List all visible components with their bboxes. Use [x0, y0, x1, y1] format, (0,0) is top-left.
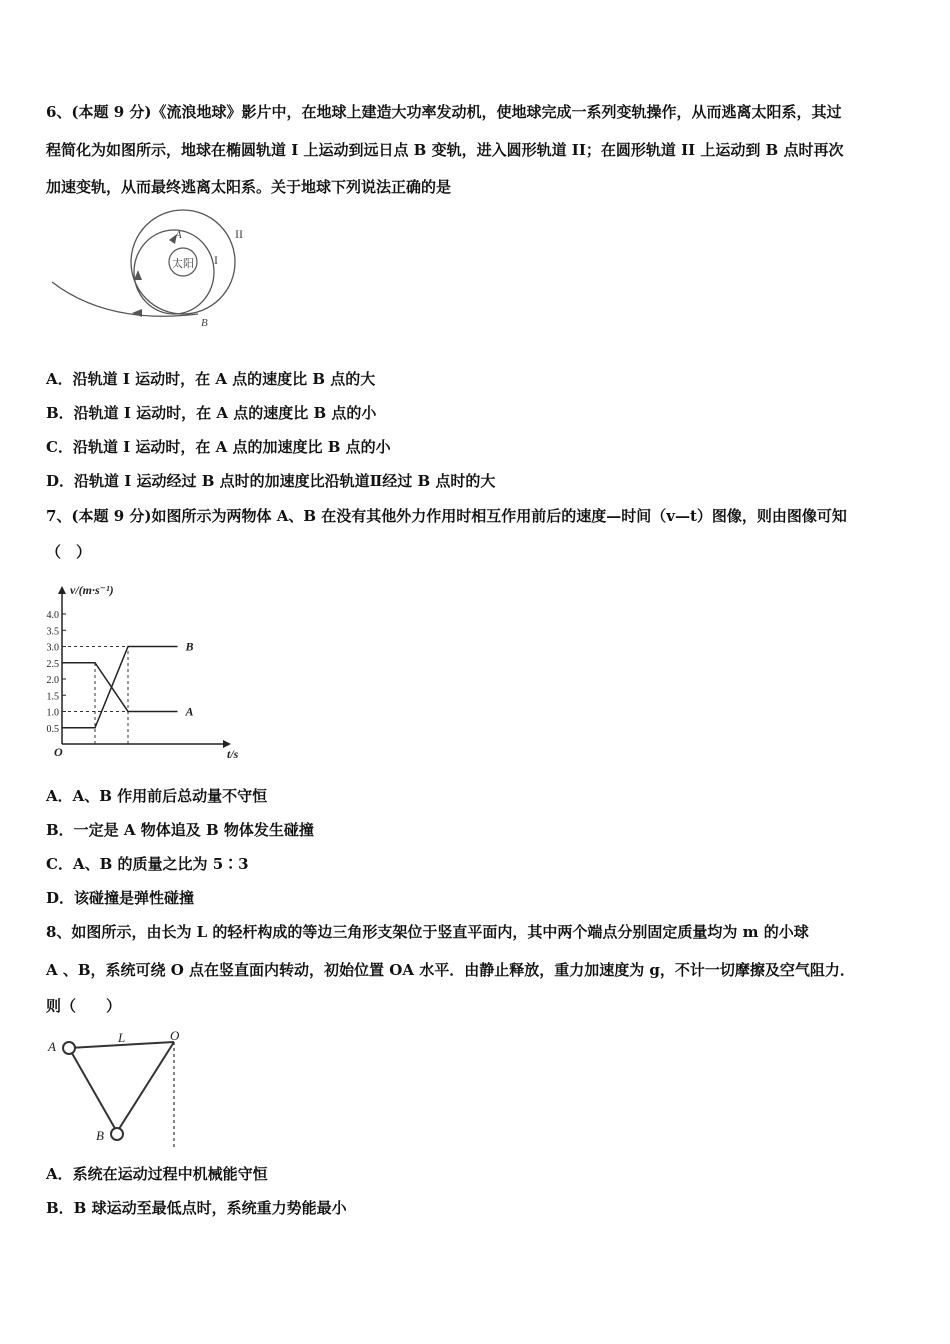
pivot-o-label: O	[170, 1028, 180, 1043]
sun-label: 太阳	[172, 258, 194, 270]
q6-option-d: D．沿轨道 I 运动经过 B 点时的加速度比沿轨道Ⅱ经过 B 点时的大	[46, 472, 496, 490]
q6-option-a: A．沿轨道 I 运动时，在 A 点的速度比 B 点的大	[46, 370, 376, 388]
ball-b-label: B	[96, 1128, 104, 1143]
rod-ob	[117, 1042, 174, 1132]
y-tick-label: 4.0	[46, 610, 59, 621]
q6-option-b: B．沿轨道 I 运动时，在 A 点的速度比 B 点的小	[46, 404, 377, 422]
orbit-i-label: I	[214, 253, 218, 267]
q7-stem-line-1: 7、(本题 9 分)如图所示为两物体 A、B 在没有其他外力作用时相互作用前后的速度—时间（v—t）图像，则由图像可知	[46, 507, 847, 525]
q8-stem-line-1: 8、如图所示，由长为 L 的轻杆构成的等边三角形支架位于竖直平面内，其中两个端点分别固定质量均为 m 的小球	[46, 923, 809, 941]
y-tick-label: 2.5	[46, 658, 59, 670]
y-axis-label: v/(m·s⁻¹)	[70, 583, 114, 597]
point-a-label: A	[175, 229, 182, 241]
q7-option-b: B．一定是 A 物体追及 B 物体发生碰撞	[46, 821, 314, 839]
length-l-label: L	[118, 1030, 126, 1045]
q8-stem-line-2: A 、B，系统可绕 O 点在竖直面内转动，初始位置 OA 水平．由静止释放，重力加速度为 g，不计一切摩擦及空气阻力．	[46, 961, 855, 979]
q6-stem-line-2: 程简化为如图所示，地球在椭圆轨道 I 上运动到远日点 B 变轨，进入圆形轨道 II；在圆形轨道 II 上运动到 B 点时再次	[46, 141, 844, 159]
orbit-ii-label: II	[235, 227, 243, 241]
y-tick-label: 0.5	[46, 723, 59, 735]
x-axis-label: t/s	[227, 747, 239, 761]
velocity-time-chart	[40, 572, 240, 762]
triangle-frame-figure	[44, 1026, 204, 1150]
q6-stem-line-1: 6、(本题 9 分)《流浪地球》影片中，在地球上建造大功率发动机，使地球完成一系列变轨操作，从而逃离太阳系，其过	[46, 103, 842, 121]
origin-label: O	[54, 745, 63, 759]
q8-stem-line-3: 则（ ）	[46, 997, 122, 1015]
orbit-arrow-icon	[134, 270, 142, 280]
ball-b	[111, 1128, 123, 1140]
y-tick-label: 3.0	[46, 642, 59, 654]
series-label-b: B	[185, 639, 194, 654]
y-axis-arrow-icon	[58, 586, 66, 594]
y-tick-label: 2.0	[46, 675, 59, 686]
orbit-figure	[48, 200, 248, 340]
q7-option-c: C．A、B 的质量之比为 5∶3	[46, 855, 249, 873]
q8-option-a: A．系统在运动过程中机械能守恒	[46, 1165, 268, 1183]
y-tick-label: 1.0	[46, 707, 59, 719]
ball-a	[63, 1042, 75, 1054]
series-line-a	[62, 663, 178, 712]
q7-option-a: A．A、B 作用前后总动量不守恒	[46, 787, 268, 805]
ball-a-label: A	[48, 1039, 56, 1054]
q7-option-d: D．该碰撞是弹性碰撞	[46, 889, 195, 907]
y-tick-label: 1.5	[46, 691, 59, 703]
escape-trajectory	[52, 282, 198, 316]
q7-stem-line-2: （ ）	[46, 543, 92, 561]
trajectory-arrow-icon	[132, 309, 142, 317]
point-b-label: B	[201, 317, 208, 329]
q8-option-b: B．B 球运动至最低点时，系统重力势能最小	[46, 1199, 347, 1217]
q6-option-c: C．沿轨道 I 运动时，在 A 点的加速度比 B 点的小	[46, 438, 391, 456]
series-line-b	[62, 647, 178, 728]
rod-ab	[69, 1048, 117, 1132]
series-label-a: A	[185, 704, 194, 719]
q6-stem-line-3: 加速变轨，从而最终逃离太阳系。关于地球下列说法正确的是	[46, 178, 452, 196]
y-tick-label: 3.5	[46, 626, 59, 638]
